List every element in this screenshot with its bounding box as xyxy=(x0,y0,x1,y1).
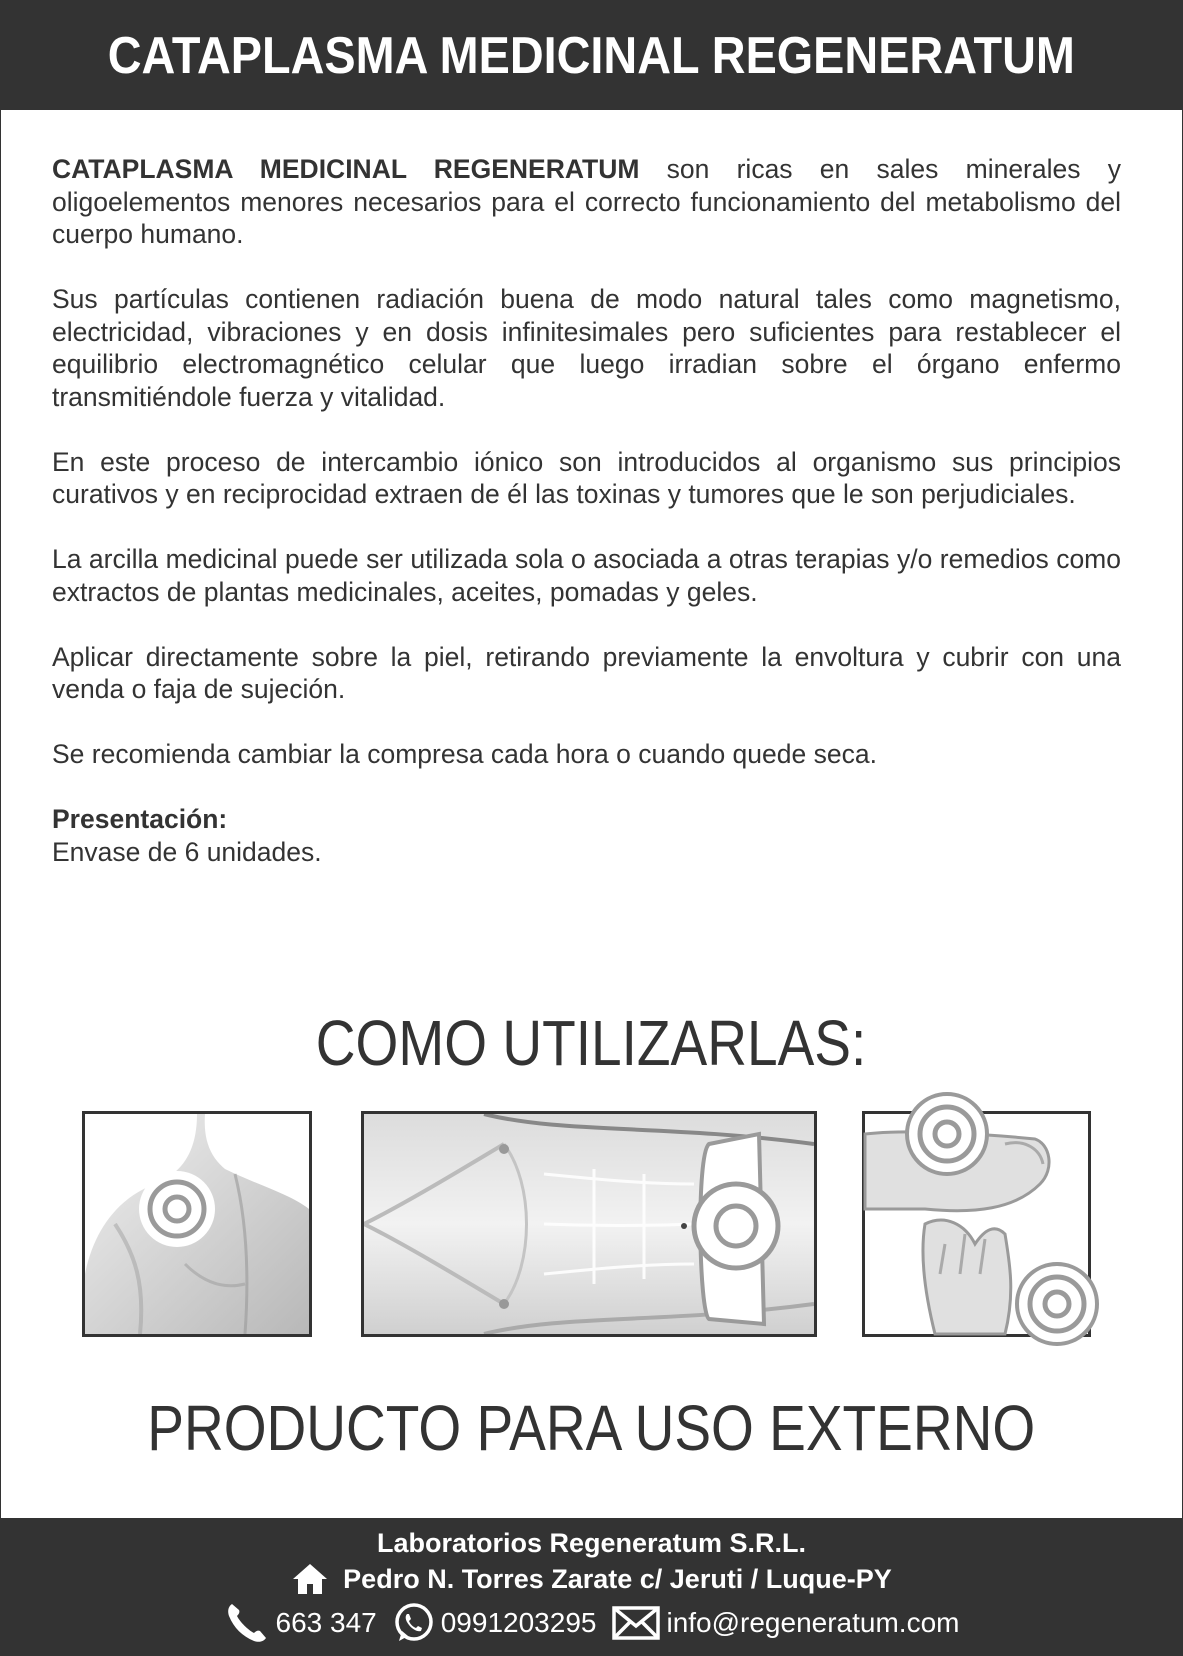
back-shoulder-image xyxy=(85,1114,309,1334)
paragraph-ionic-exchange: En este proceso de intercambio iónico son introducidos al organismo sus principios curativos y en reciprocidad extraen de él las toxinas y tumores que le son perjudiciales. xyxy=(52,446,1121,509)
description xyxy=(52,153,1121,868)
torso-abdomen-illustration xyxy=(361,1111,817,1337)
intro-product-name: CATAPLASMA MEDICINAL REGENERATUM xyxy=(52,154,640,184)
home-icon xyxy=(291,1562,329,1596)
whatsapp-number: 0991203295 xyxy=(440,1607,597,1638)
phone-contact[interactable] xyxy=(224,1600,377,1646)
paragraph-usage: La arcilla medicinal puede ser utilizada sola o asociada a otras terapias y/o remedios como extractos de plantas medicinales, aceites, pomadas y geles. xyxy=(52,544,1121,607)
phone-number: 663 347 xyxy=(275,1607,377,1638)
target-icon xyxy=(907,1094,987,1174)
presentation xyxy=(52,803,1121,868)
address-line xyxy=(1,1562,1182,1596)
whatsapp-contact[interactable] xyxy=(393,1602,597,1644)
paragraph-application: Aplicar directamente sobre la piel, retirando previamente la envoltura y cubrir con una venda o faja de sujeción. xyxy=(52,641,1121,704)
page-title: CATAPLASMA MEDICINAL REGENERATUM xyxy=(107,26,1076,85)
email-address: info@regeneratum.com xyxy=(666,1607,960,1638)
address: Pedro N. Torres Zarate c/ Jeruti / Luque-PY xyxy=(343,1563,892,1594)
company-name: Laboratorios Regeneratum S.R.L. xyxy=(376,1528,807,1558)
phone-icon xyxy=(224,1600,270,1646)
footer xyxy=(1,1518,1182,1655)
paragraph-intro xyxy=(52,153,1121,251)
torso-image xyxy=(364,1114,814,1334)
presentation-value: Envase de 6 unidades. xyxy=(52,836,322,867)
external-use-heading: PRODUCTO PARA USO EXTERNO xyxy=(147,1392,1036,1464)
presentation-title: Presentación: xyxy=(52,804,228,834)
foot-and-hand-illustration xyxy=(862,1111,1091,1337)
target-icon xyxy=(1017,1264,1097,1344)
header-bar xyxy=(1,1,1182,110)
paragraph-recommendation: Se recomienda cambiar la compresa cada hora o cuando quede seca. xyxy=(52,739,877,769)
contact-line xyxy=(1,1600,1182,1646)
mail-icon xyxy=(612,1606,660,1640)
back-shoulder-illustration xyxy=(82,1111,312,1337)
email-contact[interactable] xyxy=(612,1606,959,1640)
target-icon xyxy=(139,1171,215,1247)
paragraph-particles: Sus partículas contienen radiación buena de modo natural tales como magnetismo, electricidad, vibraciones y en dosis infinitesimales pero suficientes para restablecer el equilibrio electromagnético celular que luego irradian sobre el órgano enfermo transmitiéndole fuerza y vitalidad. xyxy=(52,284,1121,412)
intro-text: son ricas en sales minerales y oligoelementos menores necesarios para el correcto funcionamiento del metabolismo del cuerpo humano. xyxy=(52,154,1121,249)
how-to-heading: COMO UTILIZARLAS: xyxy=(316,1007,867,1079)
foot-hand-image xyxy=(865,1114,1088,1334)
whatsapp-icon xyxy=(393,1602,435,1644)
